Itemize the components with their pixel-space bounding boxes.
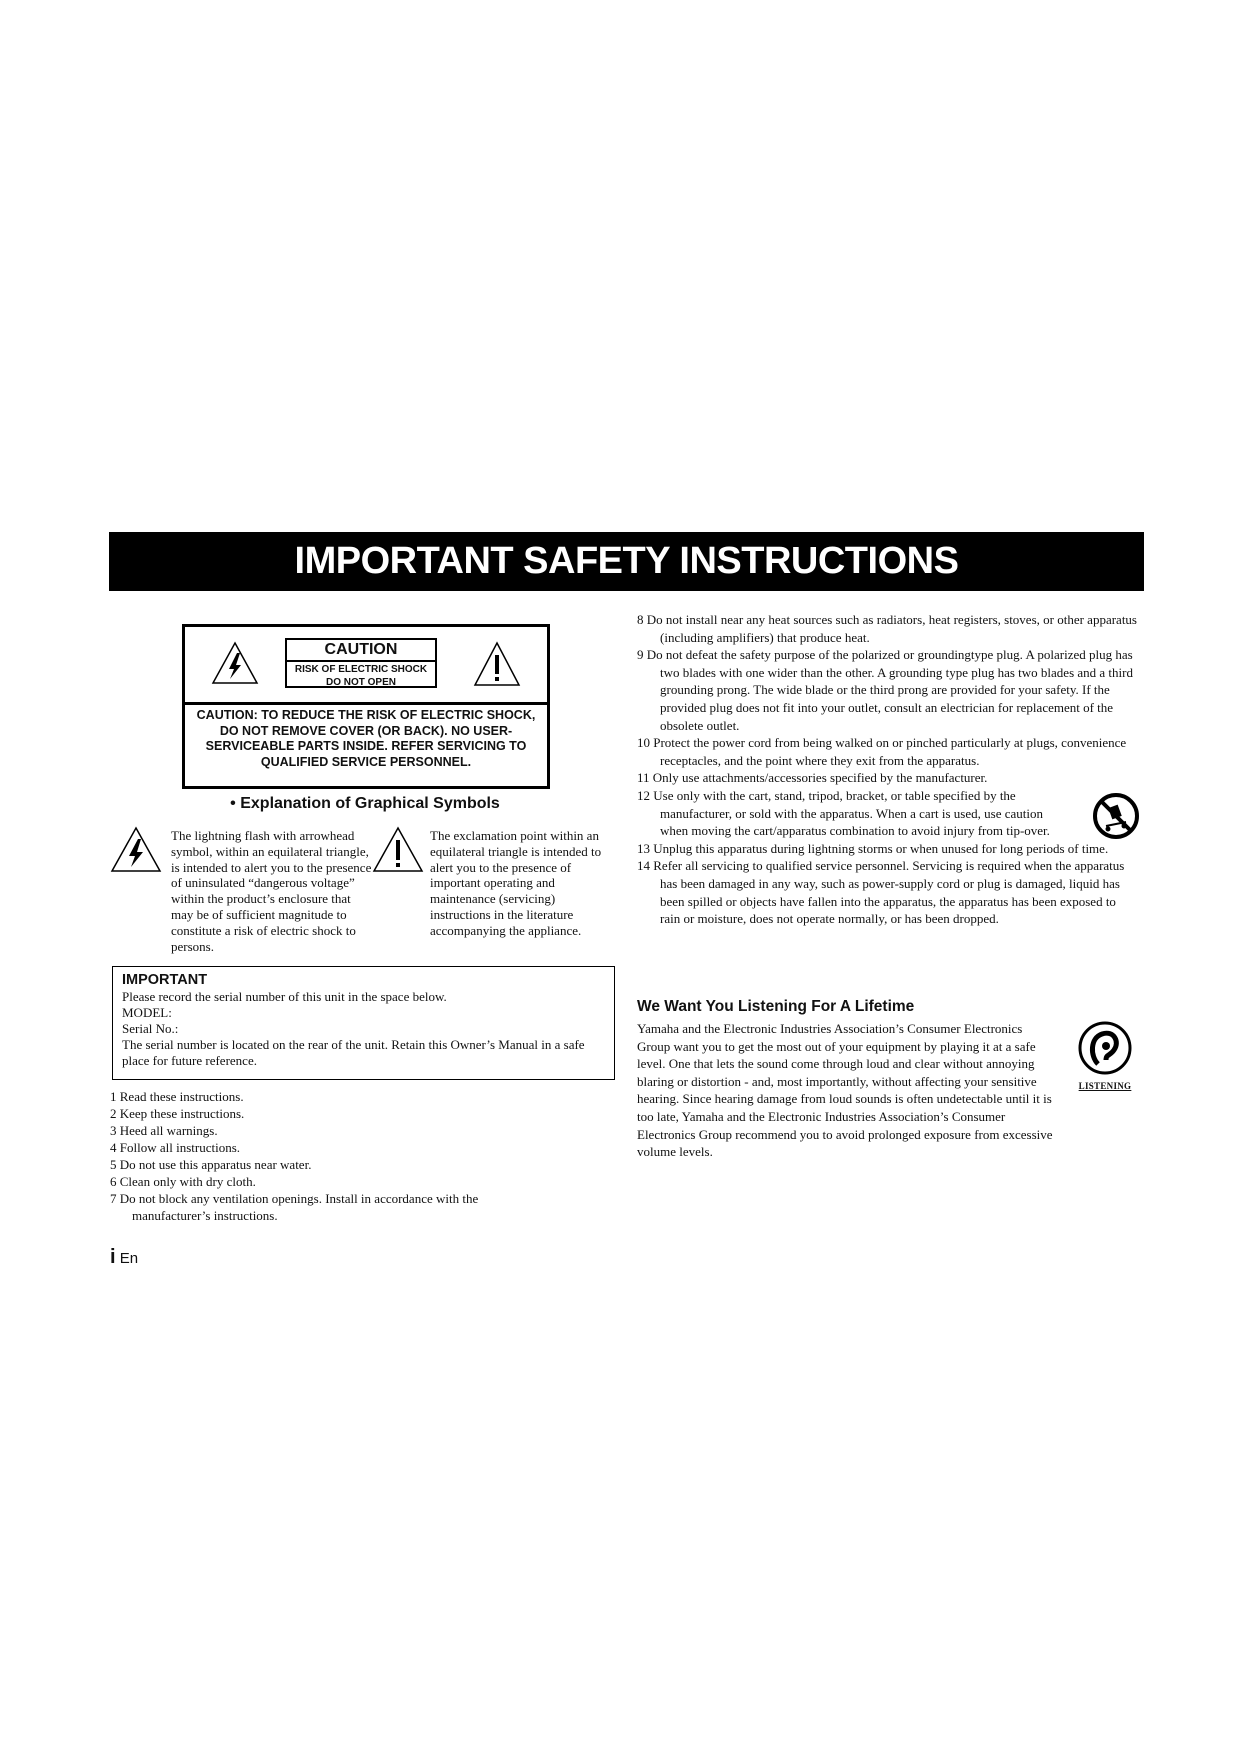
listening-logo xyxy=(1076,1020,1134,1092)
exclamation-symbol-text: The exclamation point within an equilateral triangle is intended to alert you to the presence of important operating and maintenance (servicing) instructions in the literature accompanying the appliance. xyxy=(430,828,602,938)
important-record: Please record the serial number of this unit in the space below. xyxy=(122,989,447,1004)
instructions-list-right xyxy=(637,611,1137,928)
exclamation-symbol-icon xyxy=(372,826,424,874)
lightning-warning-icon xyxy=(211,641,259,685)
caution-box xyxy=(182,624,550,789)
list-item: 9 Do not defeat the safety purpose of the polarized or groundingtype plug. A polarized plug has two blades with one wider than the other. A grounding type plug has two blades and a third grounding prong. The wide blade or the third prong are provided for your safety. If the provided plug does not fit into your outlet, consult an electrician for replacement of the obsolete outlet. xyxy=(637,647,1133,733)
caution-label xyxy=(285,638,437,688)
cart-tipover-warning-icon xyxy=(1092,792,1140,840)
lightning-symbol-text: The lightning flash with arrowhead symbol, within an equilateral triangle, is intended to alert you to the presence of uninsulated “dangerous voltage” within the product’s enclosure that may be of sufficient magnitude to constitute a risk of electric shock to persons. xyxy=(171,828,372,954)
lightning-symbol-icon xyxy=(110,826,162,874)
important-note: The serial number is located on the rear of the unit. Retain this Owner’s Manual in a safe place for future reference. xyxy=(122,1037,585,1068)
listening-logo-text: LISTENING xyxy=(1078,1081,1132,1091)
page-number: i xyxy=(110,1246,116,1268)
list-item: 5 Do not use this apparatus near water. xyxy=(110,1157,312,1172)
important-box xyxy=(112,966,615,1080)
ear-logo-icon xyxy=(1076,1020,1134,1076)
caution-header xyxy=(185,627,547,705)
list-item: 10 Protect the power cord from being walked on or pinched particularly at plugs, convenience receptacles, and the point where they exit from the apparatus. xyxy=(637,735,1127,768)
page-title-banner: IMPORTANT SAFETY INSTRUCTIONS xyxy=(109,532,1144,591)
caution-title: CAUTION xyxy=(287,640,435,662)
list-item: 6 Clean only with dry cloth. xyxy=(110,1174,256,1189)
instructions-list-left xyxy=(110,1088,550,1224)
list-item: 1 Read these instructions. xyxy=(110,1089,244,1104)
list-item: 3 Heed all warnings. xyxy=(110,1123,218,1138)
explanation-heading: • Explanation of Graphical Symbols xyxy=(230,795,500,812)
lifetime-text: Yamaha and the Electronic Industries Association’s Consumer Electronics Group want you to get the most out of your equipment by playing it at a safe level. One that lets the sound come through loud and clear without annoying blaring or distortion - and, most importantly, without affecting your sensitive hearing. Since hearing damage from loud sounds is often undetectable until it is too late, Yamaha and the Electronic Industries Association’s Consumer Electronics Group recommend you to avoid prolonged exposure from excessive volume levels. xyxy=(637,1021,1053,1160)
list-item: 4 Follow all instructions. xyxy=(110,1140,240,1155)
list-item: 7 Do not block any ventilation openings. Install in accordance with the manufacturer’s instructions. xyxy=(110,1191,479,1223)
important-heading: IMPORTANT xyxy=(122,972,208,988)
list-item: 2 Keep these instructions. xyxy=(110,1106,245,1121)
list-item: 14 Refer all servicing to qualified service personnel. Servicing is required when the apparatus has been damaged in any way, such as power-supply cord or plug is damaged, liquid has been spilled or objects have fallen into the apparatus, the apparatus has been exposed to rain or moisture, does not operate normally, or has been dropped. xyxy=(637,858,1125,927)
model-field: MODEL: xyxy=(122,1005,172,1020)
list-item: 11 Only use attachments/accessories specified by the manufacturer. xyxy=(637,770,988,786)
caution-subtitle: RISK OF ELECTRIC SHOCK DO NOT OPEN xyxy=(294,664,428,688)
page-footer xyxy=(110,1246,138,1269)
page-language: En xyxy=(119,1250,139,1267)
list-item: 12 Use only with the cart, stand, tripod, bracket, or table specified by the manufacturer, or sold with the apparatus. When a cart is used, use caution when moving the cart/apparatus combination to avoid injury from tip-over. xyxy=(637,787,1050,839)
serial-field: Serial No.: xyxy=(122,1021,179,1036)
list-item: 13 Unplug this apparatus during lightning storms or when unused for long periods of time. xyxy=(637,840,1109,856)
caution-text: CAUTION: TO REDUCE THE RISK OF ELECTRIC SHOCK, DO NOT REMOVE COVER (OR BACK). NO USER-SERVICEABLE PARTS INSIDE. REFER SERVICING TO QUALIFIED SERVICE PERSONNEL. xyxy=(196,708,536,769)
exclamation-warning-icon xyxy=(473,641,521,687)
list-item: 8 Do not install near any heat sources such as radiators, heat registers, stoves, or other apparatus (including amplifiers) that produce heat. xyxy=(637,612,1137,645)
lifetime-heading: We Want You Listening For A Lifetime xyxy=(637,998,915,1015)
